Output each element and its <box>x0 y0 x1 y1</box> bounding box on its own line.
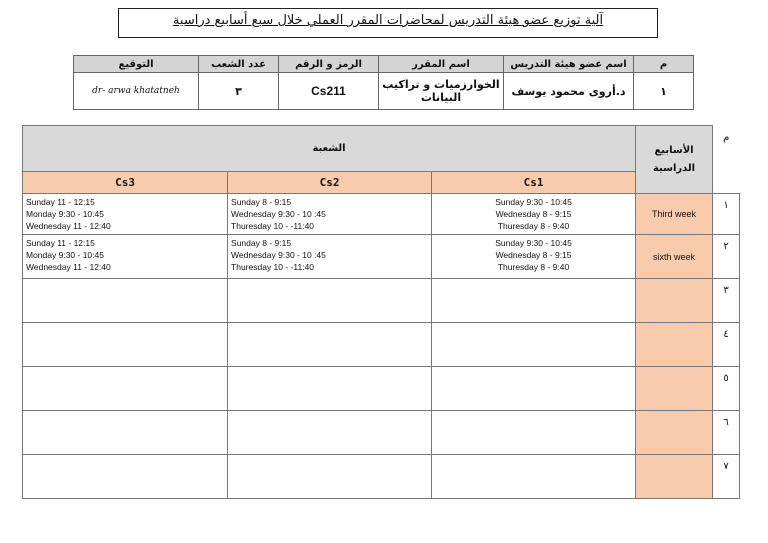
slot-times <box>432 235 635 275</box>
slot-times <box>23 455 227 459</box>
schedule-row <box>23 323 740 367</box>
row-number: ١ <box>713 194 740 235</box>
info-instructor: د.أروى محمود يوسف <box>504 73 634 110</box>
document-title: آلية توزيع عضو هيئة التدريس لمحاضرات المقرر العملي خلال سبع أسابيع دراسية <box>172 13 604 28</box>
schedule-row <box>23 235 740 279</box>
slot-times <box>23 235 227 275</box>
row-number: ٧ <box>713 455 740 499</box>
info-course: الخوارزميات و تراكيب البيانات <box>379 73 504 110</box>
schedule-row <box>23 367 740 411</box>
slot-time-line: Wednesday 8 - 9:15 <box>495 209 572 219</box>
slot-cs3 <box>23 279 228 323</box>
schedule-row <box>23 411 740 455</box>
slot-time-line: Thuresday 10 - -11:40 <box>231 262 315 272</box>
slot-times <box>432 194 635 234</box>
slot-cs1 <box>432 235 636 279</box>
group-cs1: Cs1 <box>432 172 636 194</box>
schedule-row <box>23 279 740 323</box>
schedule-header-num: م <box>723 131 730 143</box>
slot-times <box>432 323 635 327</box>
week-cell <box>636 411 713 455</box>
slot-times <box>228 194 431 234</box>
info-sections: ٣ <box>199 73 279 110</box>
info-header-sections: عدد الشعب <box>199 56 279 73</box>
slot-times <box>432 367 635 371</box>
schedule-row <box>23 194 740 235</box>
group-cs3: Cs3 <box>23 172 228 194</box>
slot-cs2 <box>228 411 432 455</box>
handwritten-note <box>744 440 758 500</box>
info-header-course: اسم المقرر <box>379 56 504 73</box>
info-num: ١ <box>634 73 694 110</box>
slot-time-line: Sunday 8 - 9:15 <box>231 197 292 207</box>
info-header-instructor: اسم عضو هيئة التدريس <box>504 56 634 73</box>
slot-cs3 <box>23 367 228 411</box>
slot-times <box>228 279 431 283</box>
slot-times <box>23 194 227 234</box>
slot-time-line: Sunday 11 - 12:15 <box>26 238 95 248</box>
slot-time-line: Wednesday 9:30 - 10 :45 <box>231 209 326 219</box>
slot-time-line: Sunday 8 - 9:15 <box>231 238 292 248</box>
info-header-num: م <box>634 56 694 73</box>
document-title-box <box>118 8 658 38</box>
slot-times <box>228 235 431 275</box>
schedule-table <box>22 125 740 499</box>
week-cell <box>636 367 713 411</box>
slot-cs3 <box>23 323 228 367</box>
slot-time-line: Monday 9:30 - 10:45 <box>26 250 104 260</box>
schedule-group-row <box>23 172 740 194</box>
slot-time-line: Thuresday 8 - 9:40 <box>497 221 570 231</box>
slot-time-line: Monday 9:30 - 10:45 <box>26 209 104 219</box>
slot-times <box>432 455 635 459</box>
week-cell <box>636 323 713 367</box>
slot-cs2 <box>228 455 432 499</box>
slot-times <box>23 411 227 415</box>
slot-cs1 <box>432 194 636 235</box>
slot-cs1 <box>432 323 636 367</box>
schedule-header-section: الشعبة <box>23 126 636 172</box>
slot-cs2 <box>228 279 432 323</box>
info-header-code: الرمز و الرقم <box>279 56 379 73</box>
slot-cs2 <box>228 367 432 411</box>
info-data-row <box>74 73 694 110</box>
row-number: ٢ <box>713 235 740 279</box>
slot-time-line: Wednesday 11 - 12:40 <box>26 221 111 231</box>
slot-cs2 <box>228 194 432 235</box>
row-number: ٦ <box>713 411 740 455</box>
slot-cs1 <box>432 279 636 323</box>
slot-times <box>228 411 431 415</box>
slot-cs3 <box>23 235 228 279</box>
slot-cs2 <box>228 235 432 279</box>
slot-time-line: Wednesday 11 - 12:40 <box>26 262 111 272</box>
group-cs2: Cs2 <box>228 172 432 194</box>
row-number: ٤ <box>713 323 740 367</box>
slot-times <box>228 455 431 459</box>
slot-time-line: Sunday 11 - 12:15 <box>26 197 95 207</box>
slot-cs2 <box>228 323 432 367</box>
slot-time-line: Sunday 9:30 - 10:45 <box>495 197 572 207</box>
info-header-row <box>74 56 694 73</box>
slot-times <box>23 279 227 283</box>
info-header-signature: التوقيع <box>74 56 199 73</box>
week-cell: sixth week <box>636 235 713 279</box>
slot-times <box>23 323 227 327</box>
slot-cs1 <box>432 455 636 499</box>
row-number: ٥ <box>713 367 740 411</box>
row-number: ٣ <box>713 279 740 323</box>
info-signature: dr- arwa khatatneh <box>74 73 199 110</box>
slot-time-line: Sunday 9:30 - 10:45 <box>495 238 572 248</box>
schedule-header-row <box>23 126 740 172</box>
slot-time-line: Thuresday 10 - -11:40 <box>231 221 315 231</box>
info-code: Cs211 <box>279 73 379 110</box>
slot-cs3 <box>23 455 228 499</box>
slot-times <box>432 411 635 415</box>
slot-cs3 <box>23 194 228 235</box>
slot-cs1 <box>432 411 636 455</box>
slot-cs1 <box>432 367 636 411</box>
slot-cs3 <box>23 411 228 455</box>
schedule-header-weeks: الأسابيع الدراسية <box>636 126 713 194</box>
week-cell: Third week <box>636 194 713 235</box>
slot-times <box>228 367 431 371</box>
schedule-row <box>23 455 740 499</box>
week-cell <box>636 279 713 323</box>
slot-time-line: Wednesday 8 - 9:15 <box>495 250 572 260</box>
slot-times <box>228 323 431 327</box>
course-info-table <box>73 55 694 110</box>
slot-times <box>432 279 635 283</box>
slot-times <box>23 367 227 371</box>
slot-time-line: Thuresday 8 - 9:40 <box>497 262 570 272</box>
week-cell <box>636 455 713 499</box>
slot-time-line: Wednesday 9:30 - 10 :45 <box>231 250 326 260</box>
